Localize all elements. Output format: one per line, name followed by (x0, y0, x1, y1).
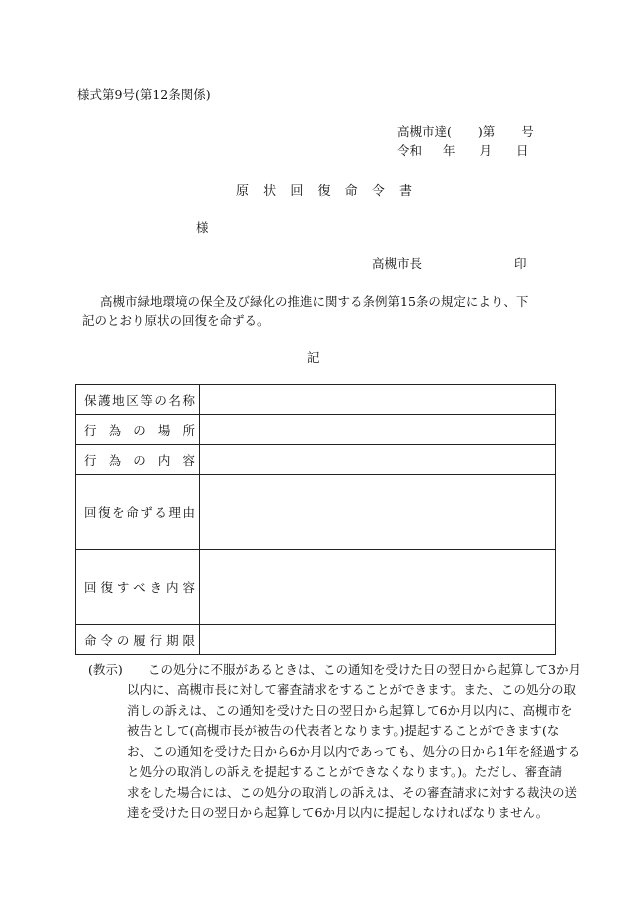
title-char: 状 (263, 184, 277, 199)
notice-line: 求をした場合には、この処分の取消しの訴えは、その審査請求に対する裁決の送 (127, 784, 578, 800)
body-paragraph (82, 292, 534, 330)
date-era: 令和 (397, 143, 423, 158)
table-row (76, 415, 556, 445)
detail-table (75, 384, 556, 655)
recipient-suffix: 様 (196, 220, 209, 235)
notice-line: 消しの訴えは、この通知を受けた日の翌日から起算して6か月以内に、高槻市を (127, 702, 573, 718)
notice-line: 以内に、高槻市長に対して審査請求をすることができます。また、この処分の取 (127, 682, 577, 697)
row-value[interactable] (200, 415, 556, 445)
date-day: 日 (516, 143, 529, 158)
table-row (76, 385, 556, 415)
row-value[interactable] (200, 475, 556, 550)
doc-number-suffix: 号 (521, 124, 534, 139)
row-label: 回復を命ずる理由 (76, 475, 200, 550)
row-value[interactable] (200, 445, 556, 475)
body-line: 高槻市緑地環境の保全及び緑化の推進に関する条例第15条の規定により、下記のとお (82, 294, 529, 328)
notice-line: 被告として(高槻市長が被告の代表者となります。)提起することができます(な (127, 723, 560, 738)
row-value[interactable] (200, 625, 556, 655)
date-line (397, 141, 529, 159)
date-year: 年 (443, 143, 456, 158)
body-line: り原状の回復を命ずる。 (132, 313, 270, 328)
notice-line: 達を受けた日の翌日から起算して6か月以内に提起しなければなりません。 (127, 805, 549, 820)
document-number-line (397, 122, 534, 140)
row-label: 行為の内容 (76, 445, 200, 475)
row-value[interactable] (200, 550, 556, 625)
row-value[interactable] (200, 385, 556, 415)
row-label: 回復すべき内容 (76, 550, 200, 625)
title-char: 命 (344, 184, 358, 199)
table-row (76, 475, 556, 550)
notice-text (127, 680, 581, 824)
row-label: 命令の履行期限 (76, 625, 200, 655)
issuer-name: 高槻市長 (372, 256, 423, 271)
title-char: 復 (317, 184, 331, 199)
seal-mark: 印 (514, 256, 527, 271)
table-row (76, 625, 556, 655)
document-title (236, 180, 412, 199)
title-char: 令 (371, 184, 385, 199)
notice-label: (教示) (88, 662, 123, 677)
table-row (76, 445, 556, 475)
notice-first-line: この処分に不服があるときは、この通知を受けた日の翌日から起算して3か月 (148, 662, 581, 677)
doc-number-prefix: 高槻市達( (397, 124, 452, 139)
title-char: 書 (398, 184, 412, 199)
notice-line: お、この通知を受けた日から6か月以内であっても、処分の日から1年を経過する (127, 743, 581, 759)
notice-line: と処分の取消しの訴えを提起することができなくなります。)。ただし、審査請 (127, 764, 563, 779)
date-month: 月 (479, 143, 493, 158)
title-char: 原 (236, 184, 250, 199)
table-row (76, 550, 556, 625)
row-label: 保護地区等の名称 (76, 385, 200, 415)
ki-heading: 記 (307, 350, 320, 365)
doc-number-mid: )第 (477, 124, 496, 139)
row-label: 行為の場所 (76, 415, 200, 445)
title-char: 回 (290, 184, 304, 199)
form-number: 様式第9号(第12条関係) (77, 87, 211, 102)
